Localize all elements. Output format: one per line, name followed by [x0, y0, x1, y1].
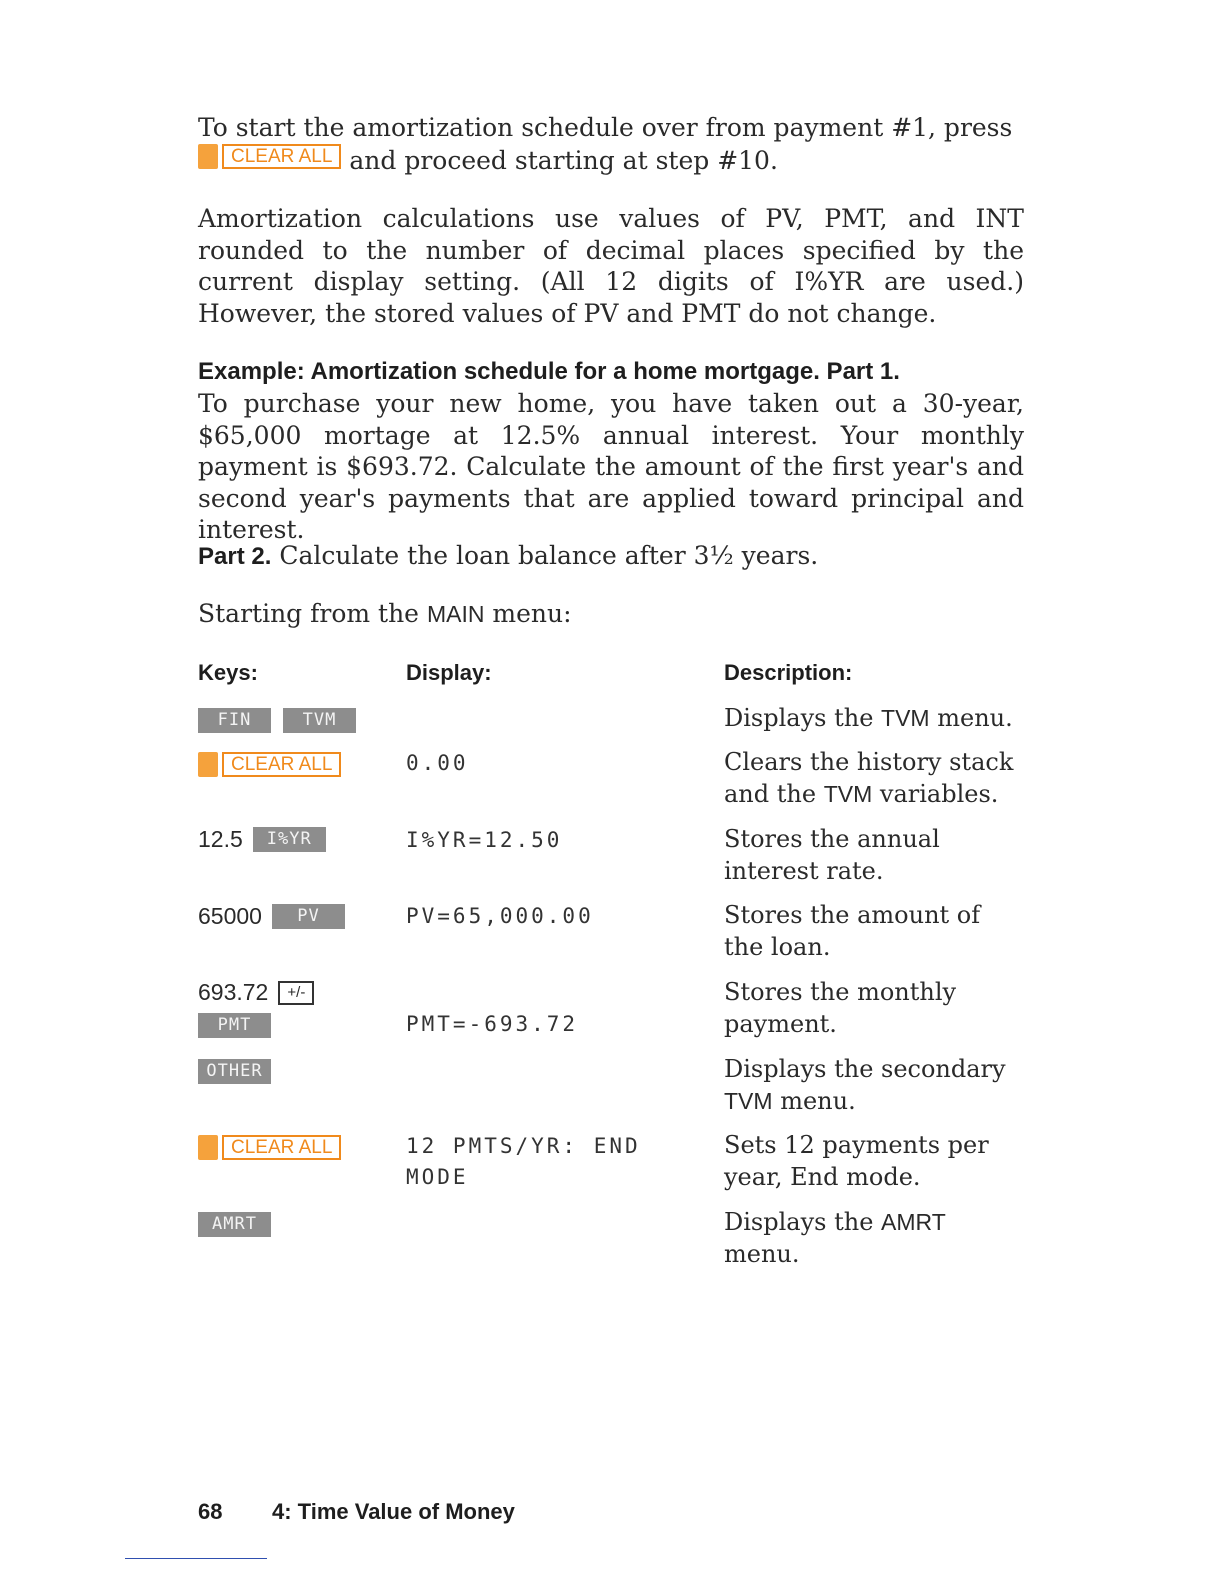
clear-all-key-label: CLEAR ALL [222, 144, 341, 169]
desc-menu-name: TVM [724, 1088, 773, 1114]
number-entry: 693.72 [198, 979, 269, 1005]
row-5-softkey [198, 1013, 271, 1038]
desc-menu-name: TVM [881, 705, 930, 731]
clear-all-key [198, 144, 341, 169]
starting-menu-name: MAIN [426, 601, 485, 627]
part-2-line [198, 540, 1024, 573]
intro-text-after: and proceed starting at step #10. [349, 145, 778, 175]
clear-all-key [198, 1135, 341, 1160]
pmt-softkey: PMT [198, 1013, 271, 1038]
part-2-text: Calculate the loan balance after 3½ years. [279, 541, 819, 570]
row-6-keys [198, 1059, 271, 1084]
row-2-keys [198, 752, 341, 782]
header-keys: Keys: [198, 660, 258, 685]
row-7-display [406, 1131, 641, 1193]
starting-suffix: menu: [492, 599, 572, 628]
row-4-display: PV=65,000.00 [406, 904, 594, 928]
number-entry: 65000 [198, 903, 262, 929]
row-5-display: PMT=-693.72 [406, 1012, 579, 1036]
chapter-title: 4: Time Value of Money [272, 1499, 515, 1524]
other-softkey: OTHER [198, 1059, 271, 1084]
desc-text: menu. [780, 1087, 856, 1115]
display-line-2: MODE [406, 1165, 469, 1189]
shift-key-icon [198, 144, 218, 169]
desc-text: menu. [724, 1240, 800, 1268]
row-7-description: Sets 12 payments per year, End mode. [724, 1131, 989, 1191]
row-5-keys [198, 979, 314, 1006]
intro-paragraph-1 [198, 112, 1024, 176]
footer-rule [125, 1558, 267, 1559]
pv-softkey: PV [272, 904, 345, 929]
header-display: Display: [406, 660, 492, 685]
row-4-description: Stores the amount of the loan. [724, 901, 981, 961]
row-5-description: Stores the monthly payment. [724, 978, 957, 1038]
number-entry: 12.5 [198, 826, 243, 852]
change-sign-key: +/- [278, 981, 314, 1005]
desc-text: menu. [937, 704, 1013, 732]
desc-text: variables. [879, 780, 999, 808]
row-3-display: I%YR=12.50 [406, 828, 563, 852]
fin-softkey: FIN [198, 708, 271, 733]
desc-text: Displays the [724, 1208, 874, 1236]
shift-key-icon [198, 1135, 218, 1160]
row-3-keys [198, 826, 326, 853]
tvm-softkey: TVM [283, 708, 356, 733]
row-1-description [724, 702, 1024, 734]
row-1-keys [198, 708, 356, 733]
row-7-keys [198, 1135, 341, 1165]
example-body: To purchase your new home, you have taken out a 30-year, $65,000 mortage at 12.5% annual interest. Your monthly payment is $693.72. Calculate the amount of the first year's and second year's payments that are applied toward principal and interest. [198, 389, 1024, 545]
desc-menu-name: AMRT [881, 1209, 946, 1235]
shift-key-icon [198, 752, 218, 777]
amrt-softkey: AMRT [198, 1212, 271, 1237]
page-number: 68 [198, 1499, 223, 1524]
row-8-keys [198, 1212, 271, 1237]
desc-text: Clears the history stack and the [724, 748, 1014, 808]
clear-all-key-label: CLEAR ALL [222, 752, 341, 777]
row-2-display: 0.00 [406, 751, 469, 775]
starting-prefix: Starting from the [198, 599, 419, 628]
row-3-description: Stores the annual interest rate. [724, 825, 940, 885]
row-6-description [724, 1053, 1024, 1117]
desc-text: Displays the [724, 704, 874, 732]
row-8-description [724, 1206, 1024, 1270]
part-2-label: Part 2. [198, 543, 272, 570]
desc-text: Displays the secondary [724, 1055, 1006, 1083]
row-2-description [724, 746, 1024, 810]
clear-all-key-label: CLEAR ALL [222, 1135, 341, 1160]
starting-line [198, 598, 1024, 631]
header-description: Description: [724, 660, 853, 685]
display-line-1: 12 PMTS/YR: END [406, 1134, 641, 1158]
i-yr-softkey: I%YR [253, 827, 326, 852]
desc-menu-name: TVM [823, 781, 873, 807]
example-heading: Example: Amortization schedule for a home mortgage. Part 1. [198, 358, 900, 385]
intro-text-before: To start the amortization schedule over from payment #1, press [198, 113, 1013, 142]
row-4-keys [198, 903, 345, 930]
intro-paragraph-2: Amortization calculations use values of PV, PMT, and INT rounded to the number of decimal places specified by the current display setting. (All 12 digits of I%YR are used.) However, the stored values of PV and PMT do not change. [198, 204, 1024, 328]
clear-all-key [198, 752, 341, 777]
